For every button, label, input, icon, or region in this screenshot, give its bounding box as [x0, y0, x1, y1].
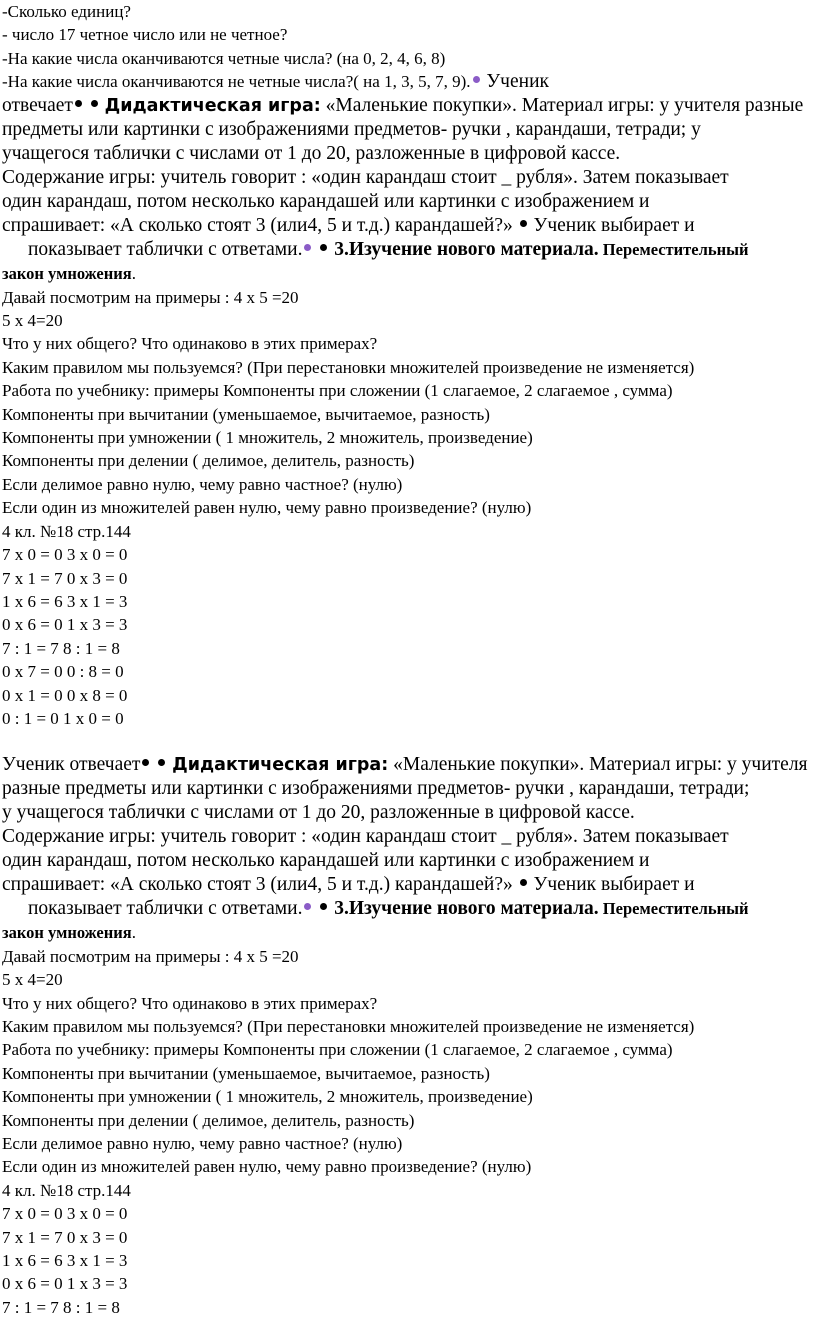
bullet-icon	[473, 76, 480, 83]
example-line: 7 х 0 = 0 3 х 0 = 0	[2, 545, 128, 565]
bullet-icon	[304, 244, 311, 251]
example-line: 0 х 6 = 0 1 х 3 = 3	[2, 615, 128, 635]
game-content-line: Содержание игры: учитель говорит : «один карандаш стоит _ рубля». Затем показывает	[2, 826, 729, 848]
game-question: спрашивает: «А сколько стоят 3 (или4, 5 и т.д.) карандашей?»	[2, 215, 513, 237]
example-line: 0 : 1 = 0 1 х 0 = 0	[2, 708, 124, 728]
lesson-line: 5 х 4=20	[2, 970, 63, 990]
example-line: 7 х 1 = 7 0 х 3 = 0	[2, 568, 128, 588]
lesson-line: Компоненты при умножении ( 1 множитель, 2 множитель, произведение)	[2, 428, 533, 448]
game-intro-line	[2, 94, 814, 118]
lesson-line: Давай посмотрим на примеры : 4 х 5 =20	[2, 287, 299, 307]
lesson-line: 5 х 4=20	[2, 311, 63, 331]
period: .	[131, 264, 136, 284]
example-line: 1 х 6 = 6 3 х 1 = 3	[2, 591, 128, 611]
lesson-line: Каким правилом мы пользуемся? (При перестановки множителей произведение не изменяется)	[2, 1016, 695, 1036]
lesson-line: 4 кл. №18 стр.144	[2, 521, 131, 541]
game-intro: «Маленькие покупки». Материал игры: у учителя разные	[320, 95, 804, 117]
lesson-line: Компоненты при вычитании (уменьшаемое, вычитаемое, разность)	[2, 404, 490, 424]
student-label: Ученик	[481, 71, 549, 93]
topic-heading-line	[2, 238, 814, 262]
game-material-line: учащегося таблички с числами от 1 до 20, разложенные в цифровой кассе.	[2, 143, 621, 165]
game-content-line: Содержание игры: учитель говорит : «один карандаш стоит _ рубля». Затем показывает	[2, 167, 729, 189]
game-intro-line	[2, 753, 814, 777]
question-line-2: - число 17 четное число или не четное?	[2, 25, 288, 45]
lesson-line: Компоненты при делении ( делимое, делитель, разность)	[2, 1110, 415, 1130]
lesson-line: Компоненты при вычитании (уменьшаемое, вычитаемое, разность)	[2, 1063, 490, 1083]
example-line: 0 х 6 = 0 1 х 3 = 3	[2, 1274, 128, 1294]
game-content-line	[2, 214, 814, 238]
topic-title: закон умножения	[2, 923, 132, 943]
lesson-line: Если делимое равно нулю, чему равно частное? (нулю)	[2, 1134, 403, 1153]
bullet-icon	[91, 100, 98, 107]
game-material-line: предметы или картинки с изображениями предметов- ручки , карандаши, тетради; у	[2, 119, 701, 141]
topic-title: Переместительный	[598, 240, 749, 260]
shows-cards: показывает таблички с ответами.	[28, 898, 303, 920]
student-chooses: Ученик выбирает и	[528, 215, 695, 237]
lesson-line: Что у них общего? Что одинаково в этих примерах?	[2, 993, 378, 1013]
lesson-line: Компоненты при умножении ( 1 множитель, 2 множитель, произведение)	[2, 1087, 533, 1107]
lesson-line: Если один из множителей равен нулю, чему равно произведение? (нулю)	[2, 498, 532, 518]
topic-heading-line	[2, 897, 814, 921]
game-material-line: разные предметы или картинки с изображениями предметов- ручки , карандаши, тетради;	[2, 778, 750, 800]
game-material-line: у учащегося таблички с числами от 1 до 20, разложенные в цифровой кассе.	[2, 802, 635, 824]
bullet-icon	[320, 903, 327, 910]
bullet-icon	[304, 903, 311, 910]
period: .	[131, 923, 136, 943]
question-line-4-text: -На какие числа оканчиваются не четные числа?( на 1, 3, 5, 7, 9).	[2, 72, 471, 92]
document-page	[2, 0, 814, 1319]
example-line: 7 : 1 = 7 8 : 1 = 8	[2, 638, 120, 658]
lesson-line: Работа по учебнику: примеры Компоненты при сложении (1 слагаемое, 2 слагаемое , сумма)	[2, 1040, 673, 1060]
topic-title-line	[2, 921, 814, 944]
lesson-line: Давай посмотрим на примеры : 4 х 5 =20	[2, 946, 299, 966]
game-title: Дидактическая игра:	[172, 755, 389, 776]
game-content-line: один карандаш, потом несколько карандашей или картинки с изображением и	[2, 850, 650, 872]
game-title: Дидактическая игра:	[104, 96, 321, 117]
lesson-line: Каким правилом мы пользуемся? (При перестановки множителей произведение не изменяется)	[2, 357, 695, 377]
game-intro: «Маленькие покупки». Материал игры: у учителя	[388, 754, 808, 776]
question-line-4	[2, 70, 814, 94]
bullet-icon	[158, 759, 165, 766]
section-heading: 3.Изучение нового материала.	[329, 898, 599, 920]
lesson-line: 4 кл. №18 стр.144	[2, 1180, 131, 1200]
question-line-3: -На какие числа оканчиваются четные числа? (на 0, 2, 4, 6, 8)	[2, 48, 446, 68]
section-heading: 3.Изучение нового материала.	[329, 239, 599, 261]
lesson-line: Если один из множителей равен нулю, чему равно произведение? (нулю)	[2, 1157, 532, 1177]
spacer	[2, 730, 814, 753]
topic-title: закон умножения	[2, 264, 132, 284]
question-line-1: -Сколько единиц?	[2, 2, 131, 21]
example-line: 0 х 7 = 0 0 : 8 = 0	[2, 662, 124, 682]
student-answers-text: отвечает	[2, 95, 73, 117]
game-content-line	[2, 873, 814, 897]
example-line: 0 х 1 = 0 0 х 8 = 0	[2, 685, 128, 705]
bullet-icon	[142, 759, 149, 766]
game-question: спрашивает: «А сколько стоят 3 (или4, 5 и т.д.) карандашей?»	[2, 874, 513, 896]
bullet-icon	[520, 879, 527, 886]
example-line: 7 х 0 = 0 3 х 0 = 0	[2, 1204, 128, 1224]
topic-title-line	[2, 262, 814, 285]
example-line: 7 : 1 = 7 8 : 1 = 8	[2, 1297, 120, 1317]
shows-cards: показывает таблички с ответами.	[28, 239, 303, 261]
topic-title: Переместительный	[598, 899, 749, 919]
bullet-icon	[320, 244, 327, 251]
bullet-icon	[520, 220, 527, 227]
lesson-line: Что у них общего? Что одинаково в этих примерах?	[2, 334, 378, 354]
bullet-icon	[75, 100, 82, 107]
example-line: 1 х 6 = 6 3 х 1 = 3	[2, 1251, 128, 1271]
student-answers-text: Ученик отвечает	[2, 754, 141, 776]
lesson-line: Если делимое равно нулю, чему равно частное? (нулю)	[2, 474, 403, 494]
lesson-line: Компоненты при делении ( делимое, делитель, разность)	[2, 451, 415, 471]
game-content-line: один карандаш, потом несколько карандашей или картинки с изображением и	[2, 191, 650, 213]
example-line: 7 х 1 = 7 0 х 3 = 0	[2, 1227, 128, 1247]
student-chooses: Ученик выбирает и	[528, 874, 695, 896]
lesson-line: Работа по учебнику: примеры Компоненты при сложении (1 слагаемое, 2 слагаемое , сумма)	[2, 381, 673, 401]
